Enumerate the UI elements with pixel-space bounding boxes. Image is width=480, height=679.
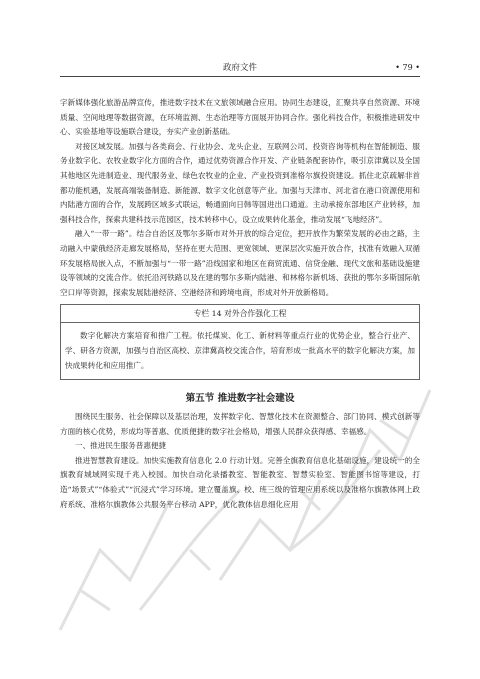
box-paragraph: 数字化解决方案培育和推广工程。依托煤炭、化工、新材料等重点行业的优势企业，整合行业产、学、研各方资源，加强与自治区高校、京津冀高校交流合作，培育形成一批高水平的数字化解决方案，加快成果转化和应用推广。: [65, 331, 415, 370]
header-title: 政府文件: [222, 63, 257, 73]
running-header: [60, 62, 420, 77]
paragraph: 推进智慧教育建设。加快实施教育信息化 2.0 行动计划。完善全旗教育信息化基础设施，建设统一的全旗教育城域网实现千兆入校园。加快自动化录播教室、智能教室、智慧实验室、智能图书馆等建设，打造“场景式”“体验式”“沉浸式”学习环境。建立覆盖旗、校、班三级的管理应用系统以及准格尔旗教体网上政府系统、准格尔旗教体公共服务平台移动 APP，优化教体信息细化应用: [60, 455, 420, 509]
box-body: [61, 323, 419, 379]
paragraph: 融入“一带一路”。结合自治区及鄂尔多斯市对外开放的综合定位，把开放作为繁荣发展的必由之路，主动融入中蒙俄经济走廊发展格局，坚持在更大范围、更宽领域、更深层次实施开放合作，找准有效融入双循环发展格局嵌入点，不断加强与“一带一路”沿线国家和地区在商贸流通、信贷金融、现代文旅和基础设施建设等领域的交流合作。依托沿河铁路以及在建的鄂尔多斯内陆港、和林格尔新机场、获批的鄂尔多斯国际航空口岸等资源，探索发展陆港经济、空港经济和跨境电商，形成对外开放新格局。: [60, 229, 420, 297]
document-body: [60, 96, 420, 512]
box-title: 专栏 14 对外合作强化工程: [61, 305, 419, 323]
section-intro: 围绕民生服务、社会保障以及基层治理，发挥数字化、智慧化技术在资源整合、部门协同、模式创新等方面的核心优势，形成均等普惠、优质便捷的数字社会格局，增强人民群众获得感、幸福感。: [60, 412, 420, 436]
subsection-title: 一、推进民生服务普惠便捷: [75, 441, 167, 451]
page-number: • 79 •: [395, 63, 420, 72]
paragraph: 对接区域发展。加强与各类商会、行业协会、龙头企业、互联网公司、投资咨询等机构在智能制造、服务业数字化、农牧业数字化方面的合作，通过优势资源合作开发、产业链条配套协作，吸引京津冀以及全国其他地区先进制造业、现代服务业、绿色农牧业的企业、产业投资到准格尔旗投资建设。抓住北京疏解非首都功能机遇，发展高端装备制造、新能源、数字文化创意等产业。加强与天津市、河北省在港口资源使用和内陆港方面的合作，发展跨区域多式联运，畅通面向日韩等国进出口通道。主动承接东部地区产业转移，加强科技合作，探索共建科技示范园区，技术转移中心，设立成果转化基金，推动发展“飞地经济”。: [60, 141, 420, 224]
paragraph: 字新媒体强化旅游品牌宣传，推进数字技术在文旅领域融合应用。协同生态建设，汇聚共享自然资源、环境质量、空间地理等数据资源，在环境监测、生态治理等方面展开协同合作。强化科技合作，积极推进研发中心、实验基地等设施联合建设，夯实产业创新基础。: [60, 98, 420, 137]
feature-box: [60, 304, 420, 380]
section-title: 第五节 推进数字社会建设: [185, 393, 295, 405]
